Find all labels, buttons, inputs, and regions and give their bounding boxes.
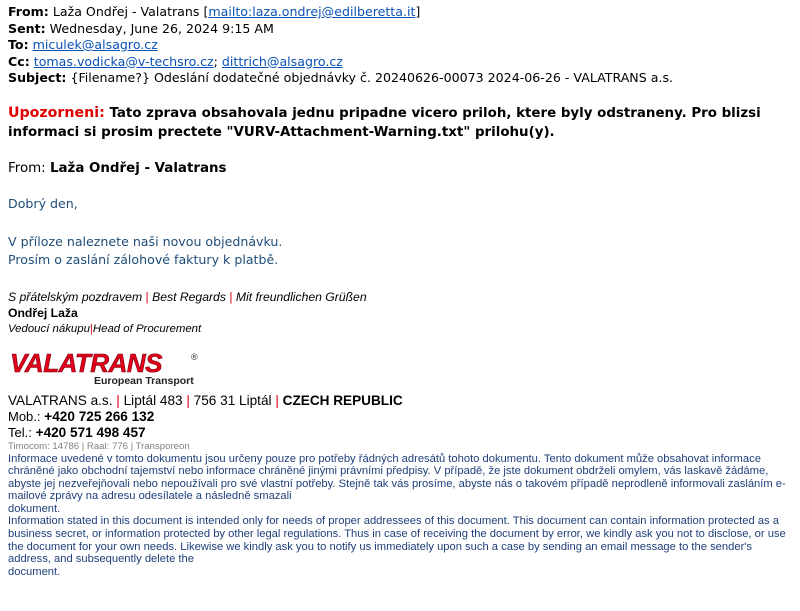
company-street: Liptál 483: [123, 392, 183, 408]
header-to-row: [8, 37, 792, 54]
disclaimer-en: [8, 515, 792, 578]
sent-label: Sent:: [8, 20, 46, 36]
from-name: Laža Ondřej - Valatrans: [52, 4, 200, 19]
signature-regards: [8, 289, 792, 305]
greeting: Dobrý den,: [8, 195, 78, 211]
disclaimer-en-tail: document.: [8, 565, 61, 578]
timocom-line: Timocom: 14786 | Raal: 776 | Transporeon: [8, 440, 190, 452]
phone-number: +420 571 498 457: [35, 424, 146, 440]
company-city: 756 31 Liptál: [193, 392, 272, 408]
signature-role: [8, 321, 792, 337]
role-cz: Vedoucí nákupu: [8, 322, 90, 335]
inner-from-label: From:: [8, 160, 46, 176]
logo-tagline: European Transport: [94, 374, 194, 387]
disclaimer-en-text: Information stated in this document is intended only for needs of proper addressees of this document. This document can contain information protected as a business secret, or information protected by other legal regulations. Thus in case of receiving the document by error, we kindly ask you not to disclose, or use the document for your own needs. Likewise we kindly ask you to notify us immediately upon such a case by sending an email message to the sender's address, and subsequently delete the: [8, 515, 786, 566]
email-header: [8, 4, 792, 87]
regards-cz: S přátelským pozdravem: [8, 289, 143, 304]
cc-address-link[interactable]: tomas.vodicka@v-techsro.cz: [33, 53, 214, 69]
logo-brand: VALATRANS: [10, 348, 162, 378]
company-address: [8, 393, 792, 441]
inner-from-name: Laža Ondřej - Valatrans: [49, 160, 227, 176]
from-mailto-link[interactable]: mailto:laza.ondrej@edilberetta.it: [208, 4, 416, 19]
role-separator: |: [89, 322, 93, 335]
company-country: CZECH REPUBLIC: [282, 392, 403, 408]
company-name: VALATRANS a.s.: [8, 392, 113, 408]
inner-from-line: [8, 161, 792, 176]
regards-separator: |: [229, 289, 233, 304]
subject-label: Subject:: [8, 70, 67, 85]
address-line: [8, 393, 792, 409]
phone-line: [8, 425, 792, 441]
header-subject-row: [8, 70, 792, 87]
signature-name: Ondřej Laža: [8, 305, 78, 320]
mobile-line: [8, 409, 792, 425]
header-sent-row: [8, 21, 792, 38]
from-label: From:: [8, 4, 49, 19]
header-from-row: From: Laža Ondřej - Valatrans [mailto:laza.ondrej@edilberetta.it]: [8, 4, 421, 19]
cc-address-link[interactable]: dittrich@alsagro.cz: [221, 53, 343, 69]
signature: [8, 289, 792, 337]
header-cc-row: [8, 54, 792, 71]
regards-en: Best Regards: [152, 289, 226, 304]
disclaimer-cz-text: Informace uvedené v tomto dokumentu jsou určeny pouze pro potřeby řádných adresátů tohoto dokumentu. Tento dokument může obsahovat informace chráněné jako obchodní tajemství nebo informace chráněné jinými právními předpisy. V případě, že jste dokument obdrželi omylem, vás laskavě žádáme, abyste jej nezveřejňovali nebo nepoužívali pro své vlastní potřeby. Stejně tak vás prosíme, abyste nás o takovém případě neprodleně informovali zasláním e-mailové zprávy na adresu odesílatele a následně smazali: [8, 452, 786, 503]
phone-label: Tel.:: [8, 424, 32, 440]
logo-registered: ®: [191, 351, 198, 362]
regards-de: Mit freundlichen Grüßen: [235, 289, 367, 304]
address-separator: |: [186, 392, 190, 408]
subject-value: {Filename?} Odeslání dodatečné objednávky č. 20240626-00073 2024-06-26 - VALATRANS a.s.: [70, 70, 674, 85]
mobile-number: +420 725 266 132: [44, 408, 155, 424]
disclaimer-cz: [8, 453, 792, 516]
to-address-link[interactable]: miculek@alsagro.cz: [32, 37, 158, 52]
warning-text: Tato zprava obsahovala jednu pripadne vicero priloh, ktere byly odstraneny. Pro blizsi informaci si prosim prectete "VURV-Attachment-Warning.txt" prilohu(y).: [8, 105, 761, 140]
body-line: Prosím o zaslání zálohové faktury k platbě.: [8, 251, 279, 267]
to-label: To:: [8, 37, 29, 52]
valatrans-logo-graphic: [8, 349, 208, 387]
valatrans-logo: [8, 349, 792, 387]
regards-separator: |: [145, 289, 149, 304]
sent-value: Wednesday, June 26, 2024 9:15 AM: [49, 20, 274, 36]
warning-label: Upozorneni:: [8, 104, 105, 121]
mobile-label: Mob.:: [8, 408, 41, 424]
cc-label: Cc:: [8, 53, 30, 69]
body-line: V příloze naleznete naši novou objednávku.: [8, 233, 283, 249]
address-separator: |: [275, 392, 279, 408]
attachment-warning: [8, 104, 792, 142]
message-body: [8, 233, 792, 269]
role-en: Head of Procurement: [92, 322, 202, 335]
cc-separator: ;: [213, 53, 218, 69]
address-separator: |: [116, 392, 120, 408]
disclaimer-cz-tail: dokument.: [8, 502, 61, 515]
